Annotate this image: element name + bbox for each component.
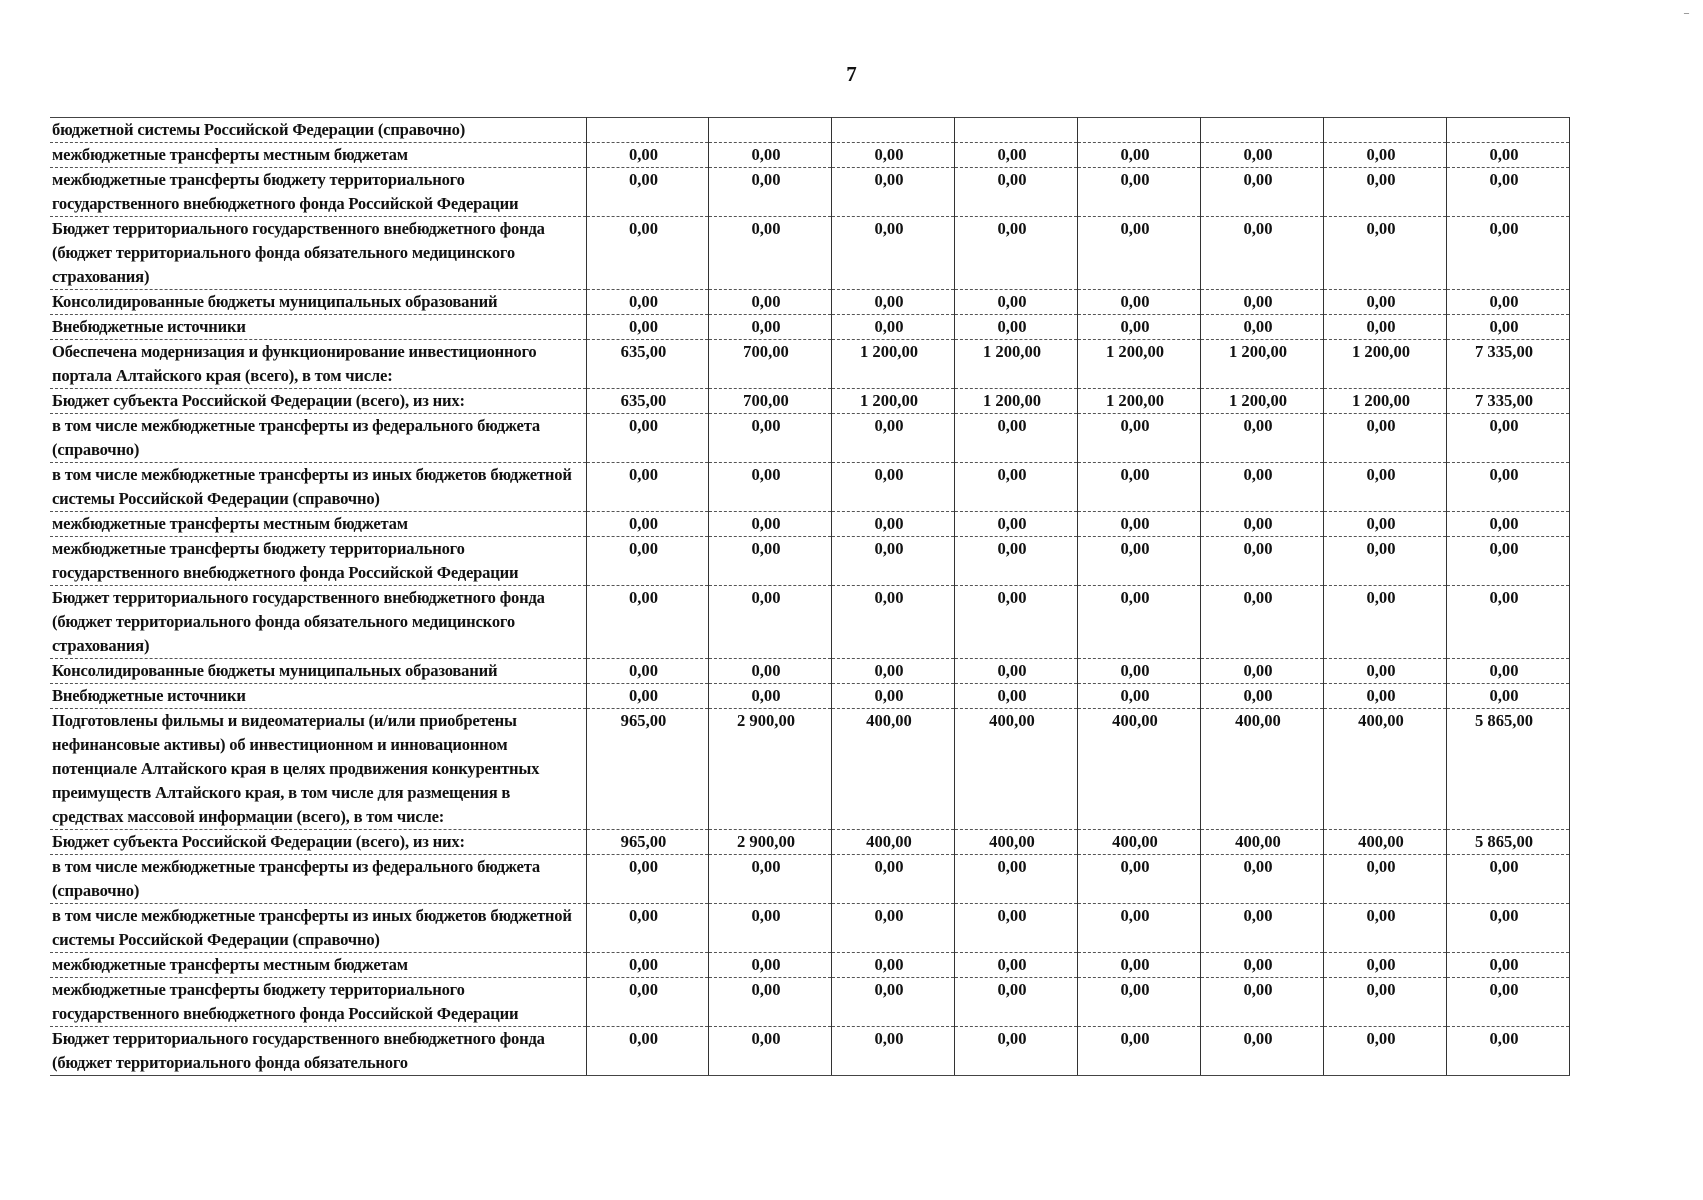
value-cell-year-6: 0,00 [1200,904,1323,953]
value-cell-year-3: 0,00 [831,684,954,709]
value-cell-year-5: 0,00 [1077,586,1200,659]
value-cell-year-1: 0,00 [586,168,708,217]
value-cell-year-3: 1 200,00 [831,389,954,414]
value-cell-year-4: 1 200,00 [954,340,1077,389]
row-label: Внебюджетные источники [50,315,586,340]
value-cell-year-8: 0,00 [1446,414,1569,463]
value-cell-year-5: 0,00 [1077,659,1200,684]
value-cell-year-7: 0,00 [1323,586,1446,659]
value-cell-year-1: 0,00 [586,537,708,586]
value-cell-year-1: 0,00 [586,904,708,953]
value-cell-year-8: 0,00 [1446,315,1569,340]
value-cell-year-8: 0,00 [1446,168,1569,217]
row-label: межбюджетные трансферты местным бюджетам [50,953,586,978]
value-cell-year-4: 0,00 [954,684,1077,709]
value-cell-year-8: 7 335,00 [1446,389,1569,414]
value-cell-year-6: 400,00 [1200,709,1323,830]
value-cell-year-8: 0,00 [1446,290,1569,315]
value-cell-year-5: 0,00 [1077,463,1200,512]
value-cell-year-7: 400,00 [1323,830,1446,855]
value-cell-year-6: 0,00 [1200,659,1323,684]
value-cell-year-4: 0,00 [954,315,1077,340]
value-cell-year-4: 1 200,00 [954,389,1077,414]
value-cell-year-3: 1 200,00 [831,340,954,389]
table-row [50,463,1569,512]
value-cell-year-7: 1 200,00 [1323,340,1446,389]
value-cell-year-7: 0,00 [1323,904,1446,953]
value-cell-year-4: 0,00 [954,537,1077,586]
value-cell-year-5: 0,00 [1077,978,1200,1027]
row-label: в том числе межбюджетные трансферты из иных бюджетов бюджетной системы Российской Федерации (справочно) [50,463,586,512]
table-row [50,684,1569,709]
table-row [50,978,1569,1027]
table-row [50,709,1569,830]
value-cell-year-6: 0,00 [1200,217,1323,290]
row-label: Обеспечена модернизация и функционирование инвестиционного портала Алтайского края (всего), в том числе: [50,340,586,389]
value-cell-year-3: 0,00 [831,659,954,684]
value-cell-year-7: 0,00 [1323,168,1446,217]
value-cell-year-1: 965,00 [586,709,708,830]
value-cell-year-7: 0,00 [1323,659,1446,684]
row-label: Консолидированные бюджеты муниципальных образований [50,290,586,315]
value-cell-year-3: 0,00 [831,463,954,512]
value-cell-year-1: 635,00 [586,389,708,414]
value-cell-year-2: 0,00 [708,904,831,953]
value-cell-year-2: 0,00 [708,315,831,340]
value-cell-year-6 [1200,118,1323,143]
value-cell-year-1: 0,00 [586,978,708,1027]
value-cell-year-1: 635,00 [586,340,708,389]
table-row [50,904,1569,953]
value-cell-year-1: 0,00 [586,143,708,168]
value-cell-year-3: 0,00 [831,855,954,904]
value-cell-year-3: 0,00 [831,168,954,217]
value-cell-year-7: 0,00 [1323,512,1446,537]
row-label: межбюджетные трансферты бюджету территориального государственного внебюджетного фонда Российской Федерации [50,537,586,586]
value-cell-year-2: 0,00 [708,143,831,168]
value-cell-year-1: 0,00 [586,953,708,978]
table-row [50,659,1569,684]
value-cell-year-8: 7 335,00 [1446,340,1569,389]
value-cell-year-3: 0,00 [831,953,954,978]
value-cell-year-4: 0,00 [954,290,1077,315]
value-cell-year-1 [586,118,708,143]
row-label: Бюджет субъекта Российской Федерации (всего), из них: [50,389,586,414]
value-cell-year-2: 0,00 [708,217,831,290]
value-cell-year-1: 0,00 [586,315,708,340]
table-row [50,217,1569,290]
value-cell-year-4: 0,00 [954,143,1077,168]
value-cell-year-2: 0,00 [708,290,831,315]
row-label: Внебюджетные источники [50,684,586,709]
value-cell-year-4: 0,00 [954,904,1077,953]
row-label: в том числе межбюджетные трансферты из иных бюджетов бюджетной системы Российской Федерации (справочно) [50,904,586,953]
value-cell-year-2: 0,00 [708,586,831,659]
value-cell-year-2: 0,00 [708,512,831,537]
table-row [50,315,1569,340]
value-cell-year-4: 400,00 [954,709,1077,830]
row-label: Бюджет субъекта Российской Федерации (всего), из них: [50,830,586,855]
value-cell-year-3: 400,00 [831,830,954,855]
table-row [50,168,1569,217]
value-cell-year-2: 0,00 [708,1027,831,1076]
value-cell-year-4: 0,00 [954,217,1077,290]
value-cell-year-7: 0,00 [1323,978,1446,1027]
page-number: 7 [846,62,857,86]
value-cell-year-6: 0,00 [1200,290,1323,315]
value-cell-year-4: 0,00 [954,168,1077,217]
value-cell-year-4: 0,00 [954,953,1077,978]
value-cell-year-7: 0,00 [1323,143,1446,168]
value-cell-year-5: 0,00 [1077,953,1200,978]
value-cell-year-2: 700,00 [708,389,831,414]
value-cell-year-6: 0,00 [1200,414,1323,463]
value-cell-year-7: 1 200,00 [1323,389,1446,414]
value-cell-year-2: 0,00 [708,855,831,904]
value-cell-year-8: 0,00 [1446,217,1569,290]
value-cell-year-6: 0,00 [1200,315,1323,340]
value-cell-year-6: 0,00 [1200,855,1323,904]
value-cell-year-3: 0,00 [831,904,954,953]
row-label: в том числе межбюджетные трансферты из федерального бюджета (справочно) [50,414,586,463]
value-cell-year-4: 0,00 [954,414,1077,463]
value-cell-year-5: 0,00 [1077,290,1200,315]
table-row [50,512,1569,537]
value-cell-year-3: 0,00 [831,315,954,340]
value-cell-year-7: 0,00 [1323,290,1446,315]
value-cell-year-4: 0,00 [954,978,1077,1027]
budget-table [50,117,1570,1076]
value-cell-year-5: 0,00 [1077,168,1200,217]
value-cell-year-7: 400,00 [1323,709,1446,830]
value-cell-year-8: 0,00 [1446,463,1569,512]
value-cell-year-4: 0,00 [954,659,1077,684]
row-label: межбюджетные трансферты местным бюджетам [50,512,586,537]
value-cell-year-6: 0,00 [1200,512,1323,537]
value-cell-year-8: 0,00 [1446,904,1569,953]
table-row [50,290,1569,315]
value-cell-year-6: 0,00 [1200,1027,1323,1076]
value-cell-year-4: 0,00 [954,463,1077,512]
value-cell-year-2: 2 900,00 [708,830,831,855]
table-row [50,537,1569,586]
value-cell-year-6: 0,00 [1200,143,1323,168]
value-cell-year-1: 0,00 [586,290,708,315]
table-row [50,143,1569,168]
row-label: межбюджетные трансферты бюджету территориального государственного внебюджетного фонда Российской Федерации [50,978,586,1027]
value-cell-year-6: 0,00 [1200,537,1323,586]
value-cell-year-3: 0,00 [831,978,954,1027]
value-cell-year-6: 0,00 [1200,953,1323,978]
value-cell-year-5: 0,00 [1077,855,1200,904]
value-cell-year-5: 0,00 [1077,684,1200,709]
value-cell-year-3: 400,00 [831,709,954,830]
value-cell-year-8: 5 865,00 [1446,709,1569,830]
row-label: Бюджет территориального государственного внебюджетного фонда (бюджет территориального фонда обязательного медицинского страхования) [50,217,586,290]
value-cell-year-7: 0,00 [1323,414,1446,463]
value-cell-year-4: 0,00 [954,1027,1077,1076]
value-cell-year-5: 0,00 [1077,315,1200,340]
value-cell-year-2: 0,00 [708,953,831,978]
value-cell-year-5: 0,00 [1077,537,1200,586]
row-label: межбюджетные трансферты бюджету территориального государственного внебюджетного фонда Российской Федерации [50,168,586,217]
value-cell-year-8: 0,00 [1446,1027,1569,1076]
value-cell-year-8 [1446,118,1569,143]
value-cell-year-6: 0,00 [1200,168,1323,217]
value-cell-year-1: 965,00 [586,830,708,855]
value-cell-year-7: 0,00 [1323,315,1446,340]
value-cell-year-5: 0,00 [1077,414,1200,463]
value-cell-year-2: 0,00 [708,463,831,512]
row-label: Бюджет территориального государственного внебюджетного фонда (бюджет территориального фонда обязательного медицинского страхования) [50,586,586,659]
value-cell-year-5: 0,00 [1077,512,1200,537]
value-cell-year-8: 0,00 [1446,855,1569,904]
value-cell-year-8: 0,00 [1446,537,1569,586]
row-label: межбюджетные трансферты местным бюджетам [50,143,586,168]
value-cell-year-7: 0,00 [1323,217,1446,290]
value-cell-year-5 [1077,118,1200,143]
scan-mark: – [1684,8,1689,19]
value-cell-year-8: 0,00 [1446,684,1569,709]
value-cell-year-8: 0,00 [1446,143,1569,168]
value-cell-year-2: 0,00 [708,537,831,586]
table-row [50,118,1569,143]
value-cell-year-1: 0,00 [586,684,708,709]
value-cell-year-8: 0,00 [1446,659,1569,684]
value-cell-year-3: 0,00 [831,217,954,290]
value-cell-year-8: 0,00 [1446,978,1569,1027]
table-row [50,389,1569,414]
value-cell-year-6: 0,00 [1200,978,1323,1027]
value-cell-year-4: 0,00 [954,512,1077,537]
value-cell-year-2: 0,00 [708,978,831,1027]
value-cell-year-6: 0,00 [1200,684,1323,709]
value-cell-year-2: 0,00 [708,414,831,463]
value-cell-year-6: 0,00 [1200,586,1323,659]
value-cell-year-5: 0,00 [1077,143,1200,168]
value-cell-year-8: 5 865,00 [1446,830,1569,855]
value-cell-year-3: 0,00 [831,537,954,586]
value-cell-year-2: 0,00 [708,659,831,684]
value-cell-year-5: 400,00 [1077,830,1200,855]
value-cell-year-2: 700,00 [708,340,831,389]
table-row [50,586,1569,659]
value-cell-year-5: 0,00 [1077,904,1200,953]
value-cell-year-2: 0,00 [708,168,831,217]
value-cell-year-1: 0,00 [586,1027,708,1076]
value-cell-year-7 [1323,118,1446,143]
value-cell-year-4: 400,00 [954,830,1077,855]
value-cell-year-1: 0,00 [586,659,708,684]
value-cell-year-7: 0,00 [1323,537,1446,586]
value-cell-year-1: 0,00 [586,586,708,659]
value-cell-year-1: 0,00 [586,463,708,512]
table-row [50,953,1569,978]
value-cell-year-4: 0,00 [954,586,1077,659]
value-cell-year-7: 0,00 [1323,684,1446,709]
table-row [50,830,1569,855]
value-cell-year-3 [831,118,954,143]
row-label: в том числе межбюджетные трансферты из федерального бюджета (справочно) [50,855,586,904]
value-cell-year-6: 1 200,00 [1200,340,1323,389]
value-cell-year-4 [954,118,1077,143]
row-label: Консолидированные бюджеты муниципальных образований [50,659,586,684]
value-cell-year-5: 400,00 [1077,709,1200,830]
value-cell-year-3: 0,00 [831,143,954,168]
value-cell-year-8: 0,00 [1446,586,1569,659]
value-cell-year-6: 400,00 [1200,830,1323,855]
table-row [50,414,1569,463]
row-label: бюджетной системы Российской Федерации (справочно) [50,118,586,143]
table-row [50,855,1569,904]
value-cell-year-8: 0,00 [1446,953,1569,978]
value-cell-year-3: 0,00 [831,512,954,537]
value-cell-year-1: 0,00 [586,512,708,537]
value-cell-year-1: 0,00 [586,414,708,463]
value-cell-year-7: 0,00 [1323,953,1446,978]
table-row [50,340,1569,389]
value-cell-year-2: 2 900,00 [708,709,831,830]
value-cell-year-3: 0,00 [831,414,954,463]
value-cell-year-7: 0,00 [1323,463,1446,512]
value-cell-year-1: 0,00 [586,855,708,904]
value-cell-year-8: 0,00 [1446,512,1569,537]
value-cell-year-3: 0,00 [831,586,954,659]
value-cell-year-6: 1 200,00 [1200,389,1323,414]
value-cell-year-5: 0,00 [1077,1027,1200,1076]
value-cell-year-5: 1 200,00 [1077,340,1200,389]
value-cell-year-6: 0,00 [1200,463,1323,512]
value-cell-year-5: 1 200,00 [1077,389,1200,414]
value-cell-year-2 [708,118,831,143]
value-cell-year-7: 0,00 [1323,855,1446,904]
value-cell-year-7: 0,00 [1323,1027,1446,1076]
value-cell-year-3: 0,00 [831,1027,954,1076]
value-cell-year-3: 0,00 [831,290,954,315]
row-label: Бюджет территориального государственного внебюджетного фонда (бюджет территориального фонда обязательного [50,1027,586,1076]
table-body [50,118,1569,1076]
value-cell-year-4: 0,00 [954,855,1077,904]
value-cell-year-5: 0,00 [1077,217,1200,290]
row-label: Подготовлены фильмы и видеоматериалы (и/или приобретены нефинансовые активы) об инвестиционном и инновационном потенциале Алтайского края в целях продвижения конкурентных преимуществ Алтайского края, в том числе для размещения в средствах массовой информации (всего), в том числе: [50,709,586,830]
value-cell-year-2: 0,00 [708,684,831,709]
value-cell-year-1: 0,00 [586,217,708,290]
table-row [50,1027,1569,1076]
